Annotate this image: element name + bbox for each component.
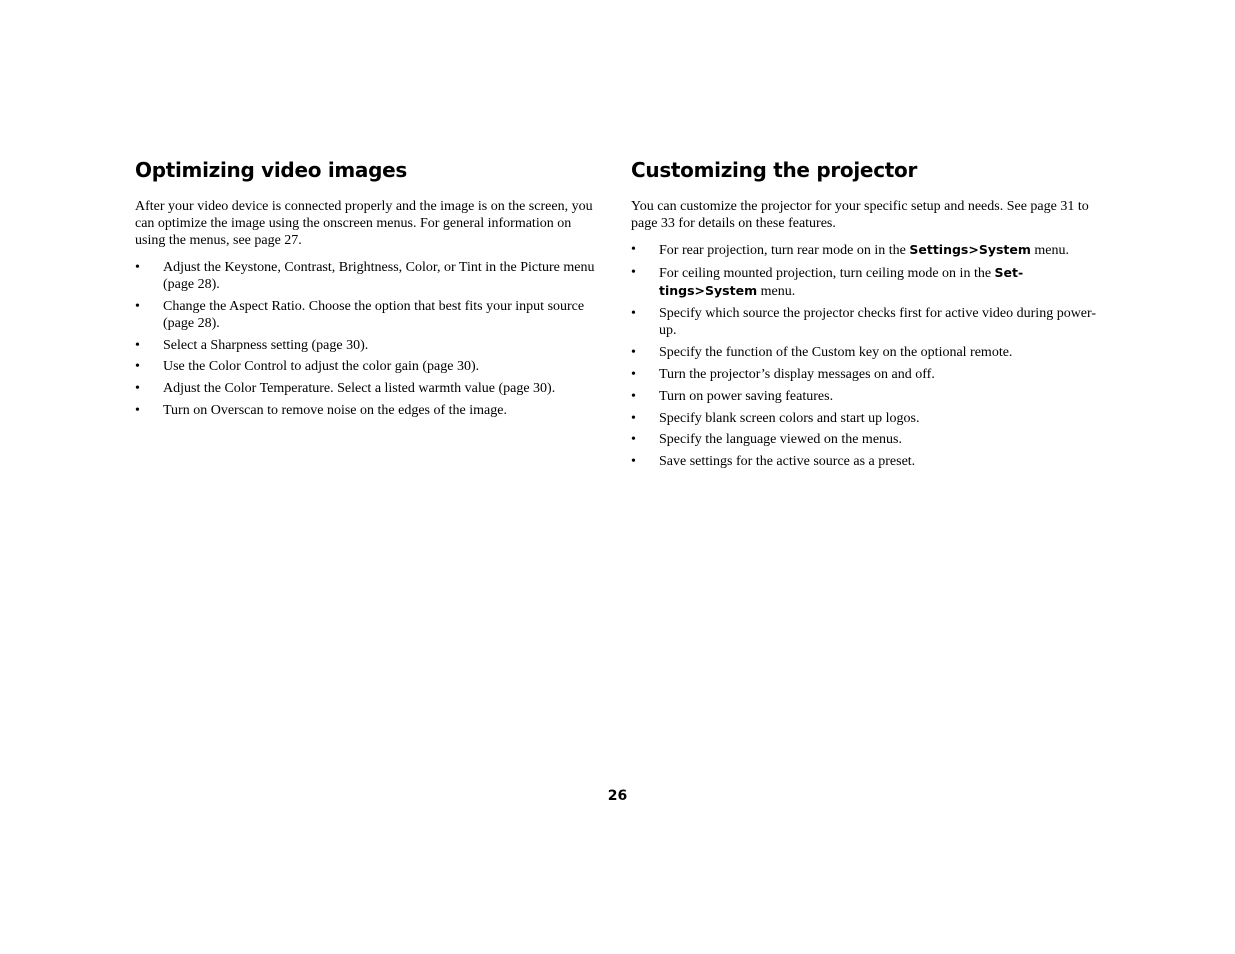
bullet-icon: • <box>631 306 636 322</box>
list-item-text: Adjust the Keystone, Contrast, Brightness, Color, or Tint in the Picture menu (page 28). <box>163 259 595 292</box>
list-item-text: Change the Aspect Ratio. Choose the option that best fits your input source (page 28). <box>163 298 585 331</box>
list-item-text: For ceiling mounted projection, turn ceiling mode on in the <box>659 266 995 282</box>
list-item-text: Specify the function of the Custom key on the optional remote. <box>659 345 1013 361</box>
section-heading-customizing-projector: Customizing the projector <box>631 158 918 182</box>
bullet-icon: • <box>631 367 636 382</box>
list-item <box>135 358 605 375</box>
list-item <box>631 264 1101 300</box>
list-item-text: Save settings for the active source as a preset. <box>659 454 916 470</box>
bullet-icon: • <box>135 337 140 353</box>
list-item-text: For rear projection, turn rear mode on in the <box>659 243 910 259</box>
bullet-icon: • <box>631 345 636 361</box>
list-item-text: Specify which source the projector checks first for active video during power-up. <box>659 306 1097 339</box>
list-item-text-end: menu. <box>757 284 796 300</box>
list-item <box>631 305 1101 339</box>
list-item-text: Specify blank screen colors and start up logos. <box>659 410 920 426</box>
bullet-icon: • <box>631 242 636 258</box>
right-column <box>631 156 1101 475</box>
list-item-text-end: menu. <box>1030 243 1070 259</box>
list-item <box>631 388 1101 405</box>
list-item <box>631 453 1101 470</box>
intro-paragraph-customizing-projector: You can customize the projector for your specific setup and needs. See page 31 to page 33 for details on these features. <box>631 199 1089 232</box>
section-heading-optimizing-video: Optimizing video images <box>135 158 407 182</box>
page-number: 26 <box>607 788 628 804</box>
bullet-icon: • <box>631 432 636 448</box>
list-item-text: Turn the projector’s display messages on and off. <box>659 367 935 382</box>
menu-path-settings-system: Settings>System <box>909 242 1031 258</box>
list-item <box>631 241 1101 259</box>
list-item-text: Turn on power saving features. <box>659 388 834 404</box>
menu-path-settings-part1: Set- <box>994 265 1024 281</box>
bullet-icon: • <box>135 403 140 418</box>
bullet-icon: • <box>631 388 636 404</box>
list-item <box>135 337 605 354</box>
list-item <box>135 402 605 419</box>
bullet-list-optimizing-video <box>135 259 605 420</box>
list-item-text: Specify the language viewed on the menus. <box>659 432 902 448</box>
list-item <box>631 410 1101 427</box>
list-item <box>631 366 1101 383</box>
intro-paragraph-optimizing-video: After your video device is connected properly and the image is on the screen, you can optimize the image using the onscreen menus. For general information on using the menus, see page 27. <box>135 199 593 249</box>
bullet-icon: • <box>135 259 140 275</box>
list-item <box>135 380 605 397</box>
list-item-text: Select a Sharpness setting (page 30). <box>163 337 369 353</box>
list-item <box>135 298 605 332</box>
bullet-icon: • <box>135 381 140 397</box>
bullet-list-customizing-projector <box>631 241 1101 470</box>
list-item <box>135 259 605 293</box>
list-item-text: Adjust the Color Temperature. Select a listed warmth value (page 30). <box>163 381 556 397</box>
bullet-icon: • <box>631 265 636 281</box>
list-item <box>631 344 1101 361</box>
list-item-text: Turn on Overscan to remove noise on the edges of the image. <box>163 403 507 418</box>
bullet-icon: • <box>631 454 636 470</box>
left-column <box>135 156 605 424</box>
bullet-icon: • <box>135 359 140 375</box>
list-item <box>631 431 1101 448</box>
menu-path-settings-part2: tings>System <box>659 283 758 299</box>
bullet-icon: • <box>135 298 140 314</box>
bullet-icon: • <box>631 410 636 426</box>
list-item-text: Use the Color Control to adjust the color gain (page 30). <box>163 359 480 375</box>
